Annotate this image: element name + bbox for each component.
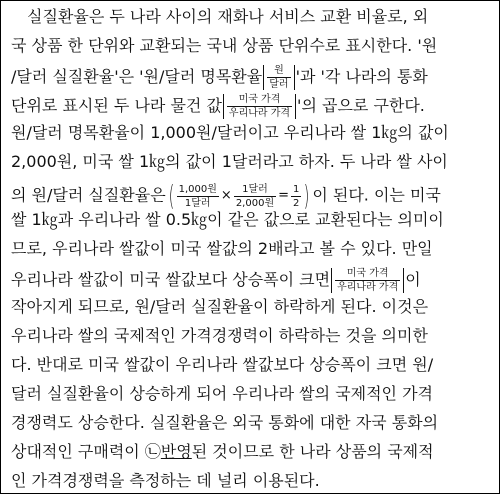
text-line: [11, 123, 491, 143]
text-segment: 상대적인 구매력이: [11, 442, 140, 461]
text-line: [11, 36, 491, 56]
fraction-numerator: 미국 가격: [335, 268, 400, 281]
text-segment: 원/달러 명목환율이 1,000원/달러이고 우리나라 쌀 1㎏의 값이: [11, 123, 449, 142]
text-segment: 실질환율은 두 나라 사이의 재화나 서비스 교환 비율로, 외: [11, 7, 429, 26]
text-segment: 이: [405, 270, 421, 289]
open-paren: (: [168, 179, 174, 212]
fraction: [291, 184, 301, 209]
fraction-denominator: 2: [293, 197, 300, 209]
equals-sign: =: [278, 188, 290, 203]
text-segment: 쌀 1㎏과 우리나라 쌀 0.5㎏이 같은 값으로 교환된다는 의미이: [11, 210, 444, 229]
underlined-word: 반영: [160, 442, 192, 461]
text-segment: '의 곱으로 구한다.: [297, 96, 425, 115]
fraction-numerator: 1: [293, 183, 300, 195]
text-line: [11, 94, 491, 119]
text-line: [11, 297, 491, 317]
bracketed-fraction: [223, 94, 296, 119]
fraction-numerator: 원: [267, 65, 290, 78]
text-line: [11, 152, 491, 172]
circled-mark: ㉡: [144, 442, 161, 461]
text-line: [11, 442, 491, 462]
text-line: [11, 65, 491, 90]
close-paren: ): [304, 179, 310, 212]
fraction: [234, 184, 276, 209]
fraction-denominator: 1달러: [184, 197, 211, 209]
text-segment: 다. 반대로 미국 쌀값이 우리나라 쌀값보다 상승폭이 크면 원/: [11, 355, 434, 374]
multiply-sign: ×: [220, 188, 232, 203]
bracketed-fraction: [263, 65, 294, 90]
text-line: [11, 355, 491, 375]
text-segment: 인 가격경쟁력을 측정하는 데 널리 이용된다.: [11, 471, 320, 490]
text-segment: 경쟁력도 상승한다. 실질환율은 외국 통화에 대한 자국 통화의: [11, 413, 439, 432]
text-segment: '과 '각 나라의 통화: [295, 67, 428, 86]
text-line: [11, 268, 491, 293]
text-segment: 된 것이므로 한 나라 상품의 국제적: [191, 442, 434, 461]
fraction-numerator: 1달러: [234, 184, 276, 197]
text-segment: 달러 실질환율이 상승하게 되어 우리나라 쌀의 국제적인 가격: [11, 384, 434, 403]
fraction-denominator: 달러: [269, 79, 289, 90]
text-segment: 므로, 우리나라 쌀값이 미국 쌀값의 2배라고 볼 수 있다. 만일: [11, 239, 433, 258]
text-segment: 국 상품 한 단위와 교환되는 국내 상품 단위수로 표시한다. '원: [11, 36, 438, 55]
text-segment: 작아지게 되므로, 원/달러 실질환율이 하락하게 된다. 이것은: [11, 297, 429, 316]
fraction-denominator: 우리나라 가격: [228, 108, 291, 119]
text-line: [11, 239, 491, 259]
text-line: [11, 471, 491, 491]
text-segment: 이 된다. 이는 미국: [312, 185, 441, 205]
fraction-numerator: 미국 가격: [227, 94, 292, 107]
text-segment: 우리나라 쌀값이 미국 쌀값보다 상승폭이 크면: [11, 270, 331, 289]
fraction: [177, 184, 219, 209]
bracketed-fraction: [331, 268, 404, 293]
text-segment: 단위로 표시된 두 나라 물건 값: [11, 96, 222, 115]
text-line: [11, 413, 491, 433]
text-segment: 2,000원, 미국 쌀 1㎏의 값이 1달러라고 하자. 두 나라 쌀 사이: [11, 152, 448, 171]
fraction-denominator: 2,000원: [235, 197, 275, 209]
text-line: [11, 7, 491, 27]
text-segment: 의 원/달러 실질환율은: [11, 185, 166, 205]
fraction-numerator: 1,000원: [178, 183, 217, 195]
text-line: [11, 181, 491, 211]
text-line: [11, 384, 491, 404]
text-segment: 우리나라 쌀의 국제적인 가격경쟁력이 하락하는 것을 의미한: [11, 326, 428, 345]
fraction-denominator: 우리나라 가격: [337, 282, 399, 293]
text-line: [11, 326, 491, 346]
text-line: [11, 210, 491, 230]
text-segment: /달러 실질환율'은 '원/달러 명목환율: [11, 67, 263, 86]
